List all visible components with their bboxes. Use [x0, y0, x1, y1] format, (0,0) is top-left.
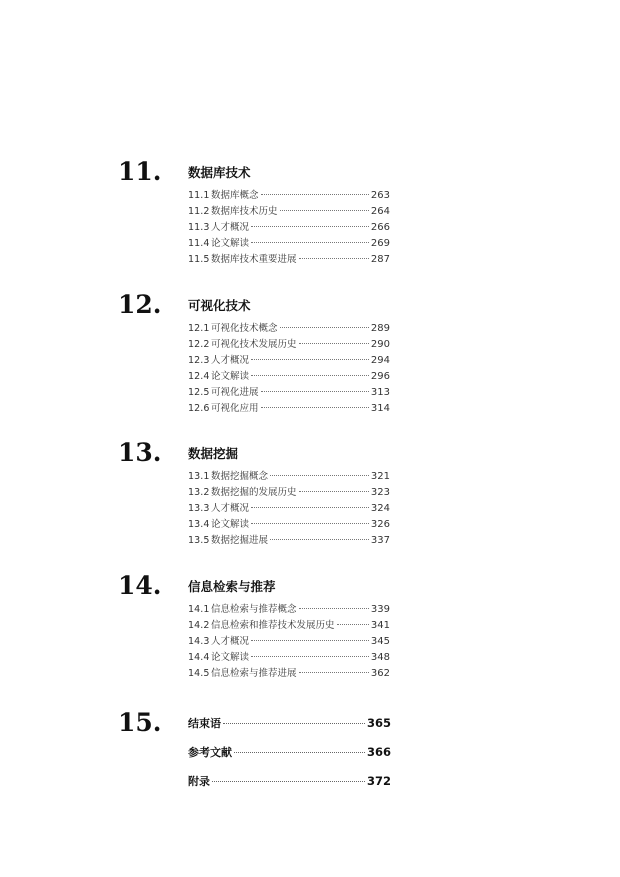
section-title: 可视化应用 [211, 403, 259, 414]
section-number: 11.3 [188, 222, 210, 233]
section-title: 论文解读 [211, 652, 250, 663]
toc-entry-appendix[interactable] [188, 773, 391, 802]
page-number: 264 [370, 206, 390, 217]
toc-entry[interactable] [188, 236, 390, 252]
section-title: 人才概况 [211, 222, 250, 233]
section-list [188, 321, 390, 417]
page-number: 266 [370, 222, 390, 233]
toc-entry[interactable] [188, 204, 390, 220]
section-title: 数据库技术重要进展 [211, 254, 297, 265]
section-number: 12.1 [188, 323, 210, 334]
dot-leader [261, 194, 369, 195]
page-number: 269 [370, 238, 390, 249]
page-number: 362 [370, 668, 390, 679]
toc-entry-conclusion[interactable] [188, 715, 391, 744]
page-number: 289 [370, 323, 390, 334]
dot-leader [212, 781, 365, 782]
toc-entry[interactable] [188, 369, 390, 385]
section-number: 12.2 [188, 339, 210, 350]
toc-entry[interactable] [188, 666, 390, 682]
dot-leader [223, 723, 365, 724]
dot-leader [280, 327, 369, 328]
section-number: 11.5 [188, 254, 210, 265]
toc-entry[interactable] [188, 501, 390, 517]
toc-entry[interactable] [188, 385, 390, 401]
chapter-title[interactable]: 信息检索与推荐 [188, 579, 276, 594]
page-number: 287 [370, 254, 390, 265]
section-number: 13.2 [188, 487, 210, 498]
section-number: 13.1 [188, 471, 210, 482]
section-title: 信息检索与推荐进展 [211, 668, 297, 679]
toc-entry[interactable] [188, 650, 390, 666]
section-number: 11.1 [188, 190, 210, 201]
section-number: 13.3 [188, 503, 210, 514]
page-number: 294 [370, 355, 390, 366]
section-number: 13.4 [188, 519, 210, 530]
toc-entry[interactable] [188, 353, 390, 369]
dot-leader [251, 656, 369, 657]
section-list [188, 469, 390, 549]
chapter-title[interactable]: 数据库技术 [188, 165, 251, 180]
section-number: 11.4 [188, 238, 210, 249]
chapter-number: 11. [118, 157, 162, 186]
dot-leader [251, 359, 369, 360]
section-title: 参考文献 [188, 746, 232, 759]
page-number: 323 [370, 487, 390, 498]
section-number: 14.1 [188, 604, 210, 615]
dot-leader [251, 507, 369, 508]
section-number: 12.3 [188, 355, 210, 366]
page-number: 326 [370, 519, 390, 530]
page-number: 345 [370, 636, 390, 647]
dot-leader [280, 210, 369, 211]
dot-leader [251, 640, 369, 641]
section-title: 数据挖掘进展 [211, 535, 269, 546]
toc-entry[interactable] [188, 220, 390, 236]
toc-entry[interactable] [188, 188, 390, 204]
dot-leader [261, 391, 369, 392]
section-title: 结束语 [188, 717, 221, 730]
dot-leader [234, 752, 365, 753]
page-number: 339 [370, 604, 390, 615]
section-list [188, 602, 390, 682]
section-title: 信息检索和推荐技术发展历史 [211, 620, 335, 631]
section-title: 数据挖掘的发展历史 [211, 487, 297, 498]
page-number: 337 [370, 535, 390, 546]
dot-leader [261, 407, 369, 408]
section-title: 论文解读 [211, 371, 250, 382]
back-matter-list [188, 715, 391, 802]
chapter-number: 14. [118, 571, 162, 600]
section-number: 12.6 [188, 403, 210, 414]
dot-leader [270, 539, 369, 540]
page-number: 341 [370, 620, 390, 631]
chapter-number: 13. [118, 438, 162, 467]
page-number: 313 [370, 387, 390, 398]
section-title: 人才概况 [211, 636, 250, 647]
toc-entry[interactable] [188, 485, 390, 501]
dot-leader [270, 475, 369, 476]
toc-entry[interactable] [188, 321, 390, 337]
section-title: 人才概况 [211, 355, 250, 366]
toc-entry[interactable] [188, 634, 390, 650]
chapter-number: 15. [118, 708, 162, 737]
section-title: 信息检索与推荐概念 [211, 604, 297, 615]
toc-entry[interactable] [188, 401, 390, 417]
section-number: 14.4 [188, 652, 210, 663]
page-number: 296 [370, 371, 390, 382]
section-title: 论文解读 [211, 519, 250, 530]
toc-entry[interactable] [188, 533, 390, 549]
section-number: 12.4 [188, 371, 210, 382]
section-title: 附录 [188, 775, 210, 788]
page-number: 366 [366, 745, 391, 759]
section-title: 数据挖掘概念 [211, 471, 269, 482]
page-number: 321 [370, 471, 390, 482]
dot-leader [299, 672, 369, 673]
chapter-title[interactable]: 可视化技术 [188, 298, 251, 313]
page-number: 314 [370, 403, 390, 414]
section-title: 可视化进展 [211, 387, 259, 398]
section-title: 论文解读 [211, 238, 250, 249]
section-number: 12.5 [188, 387, 210, 398]
section-title: 可视化技术发展历史 [211, 339, 297, 350]
section-number: 11.2 [188, 206, 210, 217]
section-title: 可视化技术概念 [211, 323, 278, 334]
page-number: 263 [370, 190, 390, 201]
dot-leader [299, 491, 369, 492]
toc-entry[interactable] [188, 337, 390, 353]
page-number: 324 [370, 503, 390, 514]
dot-leader [337, 624, 369, 625]
dot-leader [299, 608, 369, 609]
section-title: 数据库技术历史 [211, 206, 278, 217]
section-number: 13.5 [188, 535, 210, 546]
dot-leader [251, 226, 369, 227]
page-number: 348 [370, 652, 390, 663]
section-title: 数据库概念 [211, 190, 259, 201]
dot-leader [299, 343, 369, 344]
dot-leader [251, 523, 369, 524]
section-number: 14.3 [188, 636, 210, 647]
toc-entry-references[interactable] [188, 744, 391, 773]
dot-leader [251, 375, 369, 376]
section-title: 人才概况 [211, 503, 250, 514]
toc-entry[interactable] [188, 517, 390, 533]
toc-entry[interactable] [188, 252, 390, 268]
toc-entry[interactable] [188, 602, 390, 618]
page-number: 290 [370, 339, 390, 350]
toc-entry[interactable] [188, 469, 390, 485]
toc-entry[interactable] [188, 618, 390, 634]
page-number: 372 [366, 774, 391, 788]
chapter-number: 12. [118, 290, 162, 319]
dot-leader [299, 258, 369, 259]
chapter-title[interactable]: 数据挖掘 [188, 446, 239, 461]
section-number: 14.2 [188, 620, 210, 631]
section-list [188, 188, 390, 268]
section-number: 14.5 [188, 668, 210, 679]
page-number: 365 [366, 716, 391, 730]
dot-leader [251, 242, 369, 243]
